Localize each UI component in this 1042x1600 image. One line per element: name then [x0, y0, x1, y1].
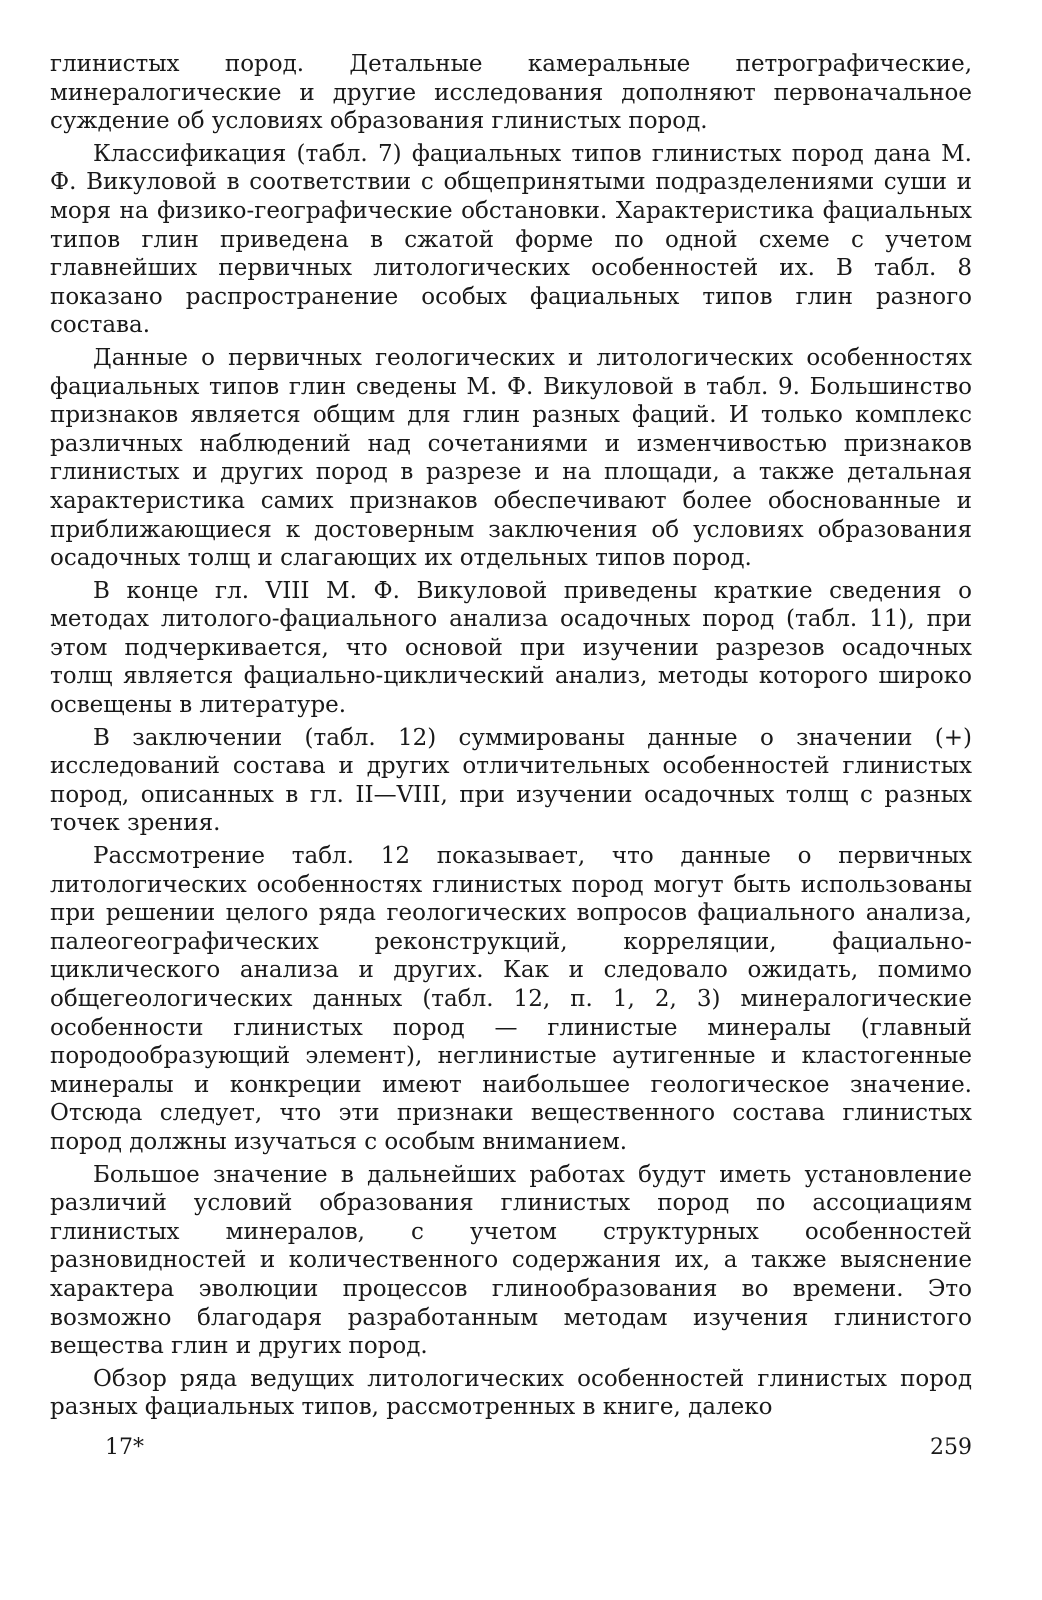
paragraph-5: В заключении (табл. 12) суммированы данные о значении (+) исследований состава и других отличительных особенностей глинистых пород, описанных в гл. II—VIII, при изучении осадочных толщ с разных точек зрения. — [50, 724, 972, 837]
paragraph-2: Классификация (табл. 7) фациальных типов глинистых пород дана М. Ф. Викуловой в соответствии с общепринятыми подразделениями суши и моря на физико-географические обстановки. Характеристика фациальных типов глин приведена в сжатой форме по одной схеме с учетом главнейших первичных литологических особенностей их. В табл. 8 показано распространение особых фациальных типов глин разного состава. — [50, 140, 972, 339]
page-number: 259 — [930, 1435, 972, 1460]
page-footer — [105, 1435, 972, 1460]
page-body — [50, 50, 972, 1422]
paragraph-3: Данные о первичных геологических и литологических особенностях фациальных типов глин сведены М. Ф. Викуловой в табл. 9. Большинство признаков является общим для глин разных фаций. И только комплекс различных наблюдений над сочетаниями и изменчивостью признаков глинистых и других пород в разрезе и на площади, а также детальная характеристика самих признаков обеспечивают более обоснованные и приближающиеся к достоверным заключения об условиях образования осадочных толщ и слагающих их отдельных типов пород. — [50, 344, 972, 572]
paragraph-4: В конце гл. VIII М. Ф. Викуловой приведены краткие сведения о методах литолого-фациального анализа осадочных пород (табл. 11), при этом подчеркивается, что основой при изучении разрезов осадочных толщ является фациально-циклический анализ, методы которого широко освещены в литературе. — [50, 577, 972, 719]
signature-mark: 17* — [105, 1435, 144, 1460]
paragraph-8: Обзор ряда ведущих литологических особенностей глинистых пород разных фациальных типов, рассмотренных в книге, далеко — [50, 1365, 972, 1421]
paragraph-7: Большое значение в дальнейших работах будут иметь установление различий условий образования глинистых пород по ассоциациям глинистых минералов, с учетом структурных особенностей разновидностей и количественного содержания их, а также выяснение характера эволюции процессов глинообразования во времени. Это возможно благодаря разработанным методам изучения глинистого вещества глин и других пород. — [50, 1161, 972, 1360]
paragraph-6: Рассмотрение табл. 12 показывает, что данные о первичных литологических особенностях глинистых пород могут быть использованы при решении целого ряда геологических вопросов фациального анализа, палеогеографических реконструкций, корреляции, фациально-циклического анализа и других. Как и следовало ожидать, помимо общегеологических данных (табл. 12, п. 1, 2, 3) минералогические особенности глинистых пород — глинистые минералы (главный породообразующий элемент), неглинистые аутигенные и кластогенные минералы и конкреции имеют наибольшее геологическое значение. Отсюда следует, что эти признаки вещественного состава глинистых пород должны изучаться с особым вниманием. — [50, 843, 972, 1155]
paragraph-1: глинистых пород. Детальные камеральные петрографические, минералогические и другие исследования дополняют первоначальное суждение об условиях образования глинистых пород. — [50, 51, 972, 135]
